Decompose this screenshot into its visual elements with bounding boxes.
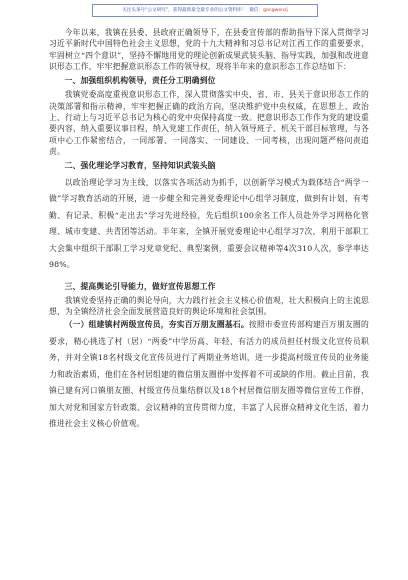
watermark-banner [92,4,318,17]
section-heading-2: 二、强化理论学习教育，坚持知识武装头脑 [64,161,216,171]
section-2-paragraph: 以政治理论学习为主线，以落实各项活动为抓手，以创新学习模式为载体结合“两学一做”学习教育活动的开展，进一步健全和完善党委理论中心组学习制度，做到有计划、有考勤、有记录、积极“走出去”学习先进经验，先后组织100余名工作人员赴外学习网格化管理、城市变建、共青团等活动。半年来，全镇开展党委理论中心组学习7次，利用干部职工大会集中组织干部职工学习党章党纪、典型案例，重要会议精神等4次310人次，参学率达98%。 [49,177,369,270]
subsection-1-heading: （一）组建镇村两级宣传员，夯实百万朋友圈基石。 [64,320,249,330]
banner-contact-code: gongwenzj [263,8,288,13]
subsection-1-text: 按照市委宣传部构建百万朋友圈的要求，精心挑选了村（居）“两委”中学历高、年轻、有活力的成员担任村级文化宣传员职务，并对全镇18名村级文化宣传员进行了两期业务培训，进一步提高村级宣传员的业务能力和政治素质，他们在各村居组建的微信朋友圈群中发挥着不可或缺的作用。截止目前，我镇已建有河口镇朋友圈、村级宣传员集结群以及18个村居微信朋友圈等微信宣传工作群，加大对党和国家方针政策、会议精神的宣传贯彻力度，丰富了人民群众精神文化生活，着力推进社会主义核心价值观。 [49,320,369,429]
section-1-paragraph: 我镇党委高度重视意识形态工作，深入贯彻落实中央、省、市、县关于意识形态工作的决策部署和指示精神，牢牢把握正确的政治方向，坚决维护党中央权威，在思想上、政治上、行动上与习近平总书记为核心的党中央保持高度一致。把意识形态工作作为党的建设重要内容，纳入重要议事日程，纳入党建工作责任，纳入领导班子、机关干部目标管理，与各项中心工作紧密结合，一同部署、一同落实、一同建设、一同考核，出现问题严格问责追责。 [49,90,369,156]
document-body [49,27,369,433]
banner-contact-label: 微信： [249,8,264,13]
section-heading-1: 一、加强组织机构领导，责任分工明确到位 [64,76,216,86]
section-heading-3: 三、提高舆论引导能力，做好宣传思想工作 [64,281,216,291]
intro-paragraph: 今年以来，我镇在县委、县政府正确领导下，在县委宣传部的帮助指导下深入贯彻学习习近平新时代中国特色社会主义思想，党的十九大精神和习总书记对江西工作的重要要求，牢固树立“四个意识”，坚持不懈地用党的理论创新成果武装头脑、指导实践，加强和改进意识形态工作，牢牢把握意识形态工作的领导权，现将半年来的意识形态工作总结如下： [49,28,369,71]
subsection-1-paragraph [49,317,369,433]
banner-lead: 关注头条号“公文研究”，获得最新最全最专业的公文资料库！ [122,8,247,13]
section-3-paragraph: 我镇党委坚持正确的舆论导向，大力践行社会主义核心价值观，壮大积极向上的主流思想，为全镇经济社会全面发展营造良好的舆论环境和社会氛围。 [49,295,369,317]
